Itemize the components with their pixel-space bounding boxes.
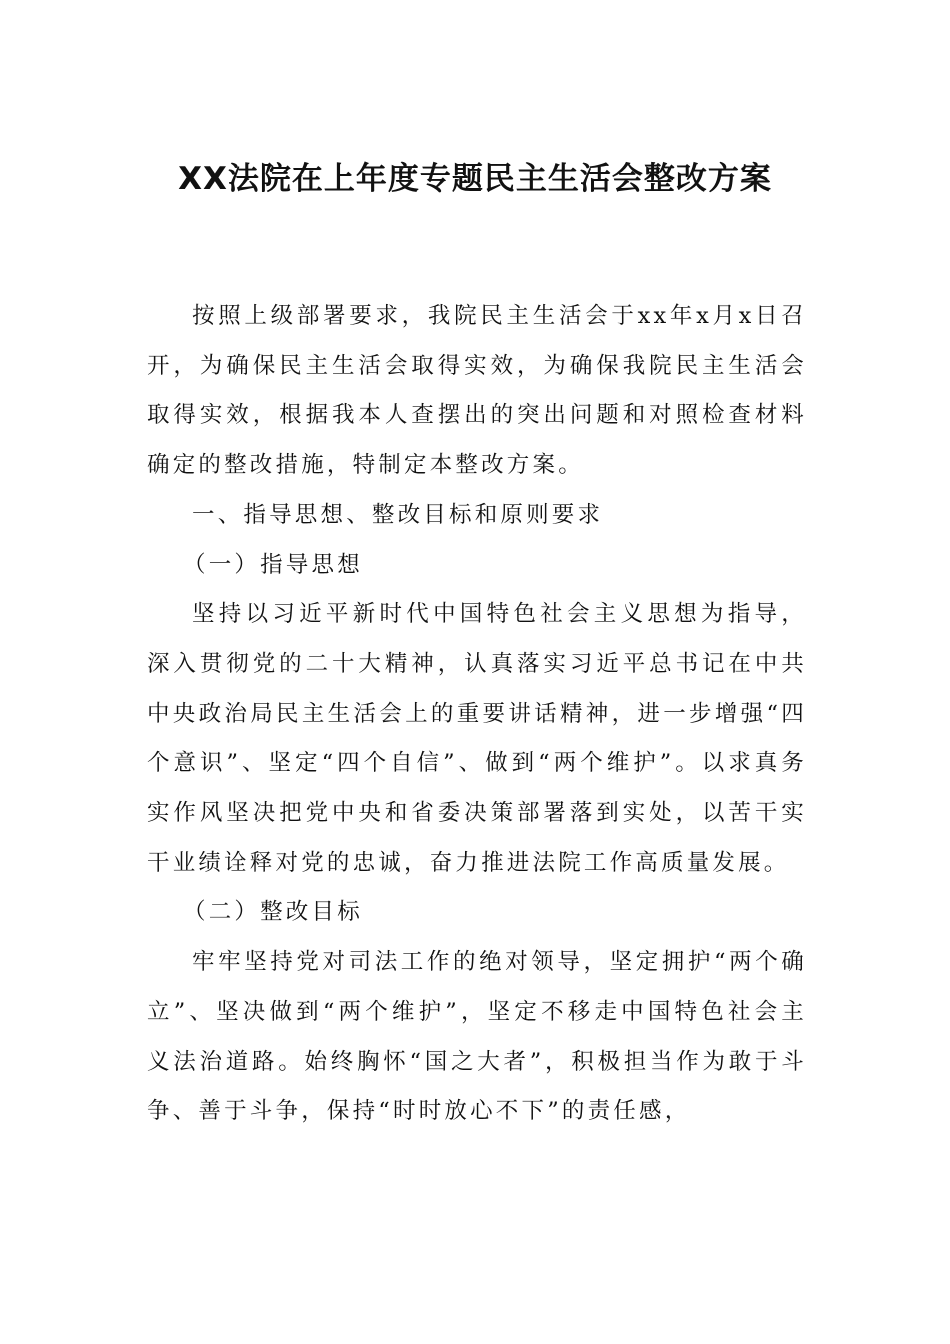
document-title: XX法院在上年度专题民主生活会整改方案: [178, 161, 772, 197]
rectification-goals-paragraph: 牢牢坚持党对司法工作的绝对领导，坚定拥护“两个确立”、坚决做到“两个维护”，坚定不移走中国特色社会主义法治道路。始终胸怀“国之大者”，积极担当作为敢于斗争、善于斗争，保持“时时放心不下”的责任感，: [147, 949, 807, 1125]
subsection-heading-guiding-thought: （一）指导思想: [183, 551, 363, 578]
guiding-thought-paragraph: 坚持以习近平新时代中国特色社会主义思想为指导，深入贯彻党的二十大精神，认真落实习近平总书记在中共中央政治局民主生活会上的重要讲话精神，进一步增强“四个意识”、坚定“四个自信”、做到“两个维护”。以求真务实作风坚决把党中央和省委决策部署落到实处，以苦干实干业绩诠释对党的忠诚，奋力推进法院工作高质量发展。: [147, 601, 807, 876]
subsection-heading-rectification-goals: （二）整改目标: [183, 899, 363, 926]
document-body: [147, 292, 807, 1137]
section-heading-guiding-principles: 一、指导思想、整改目标和原则要求: [192, 501, 604, 528]
intro-paragraph: 按照上级部署要求，我院民主生活会于xx年x月x日召开，为确保民主生活会取得实效，为确保我院民主生活会取得实效，根据我本人查摆出的突出问题和对照检查材料确定的整改措施，特制定本整改方案。: [147, 303, 807, 479]
